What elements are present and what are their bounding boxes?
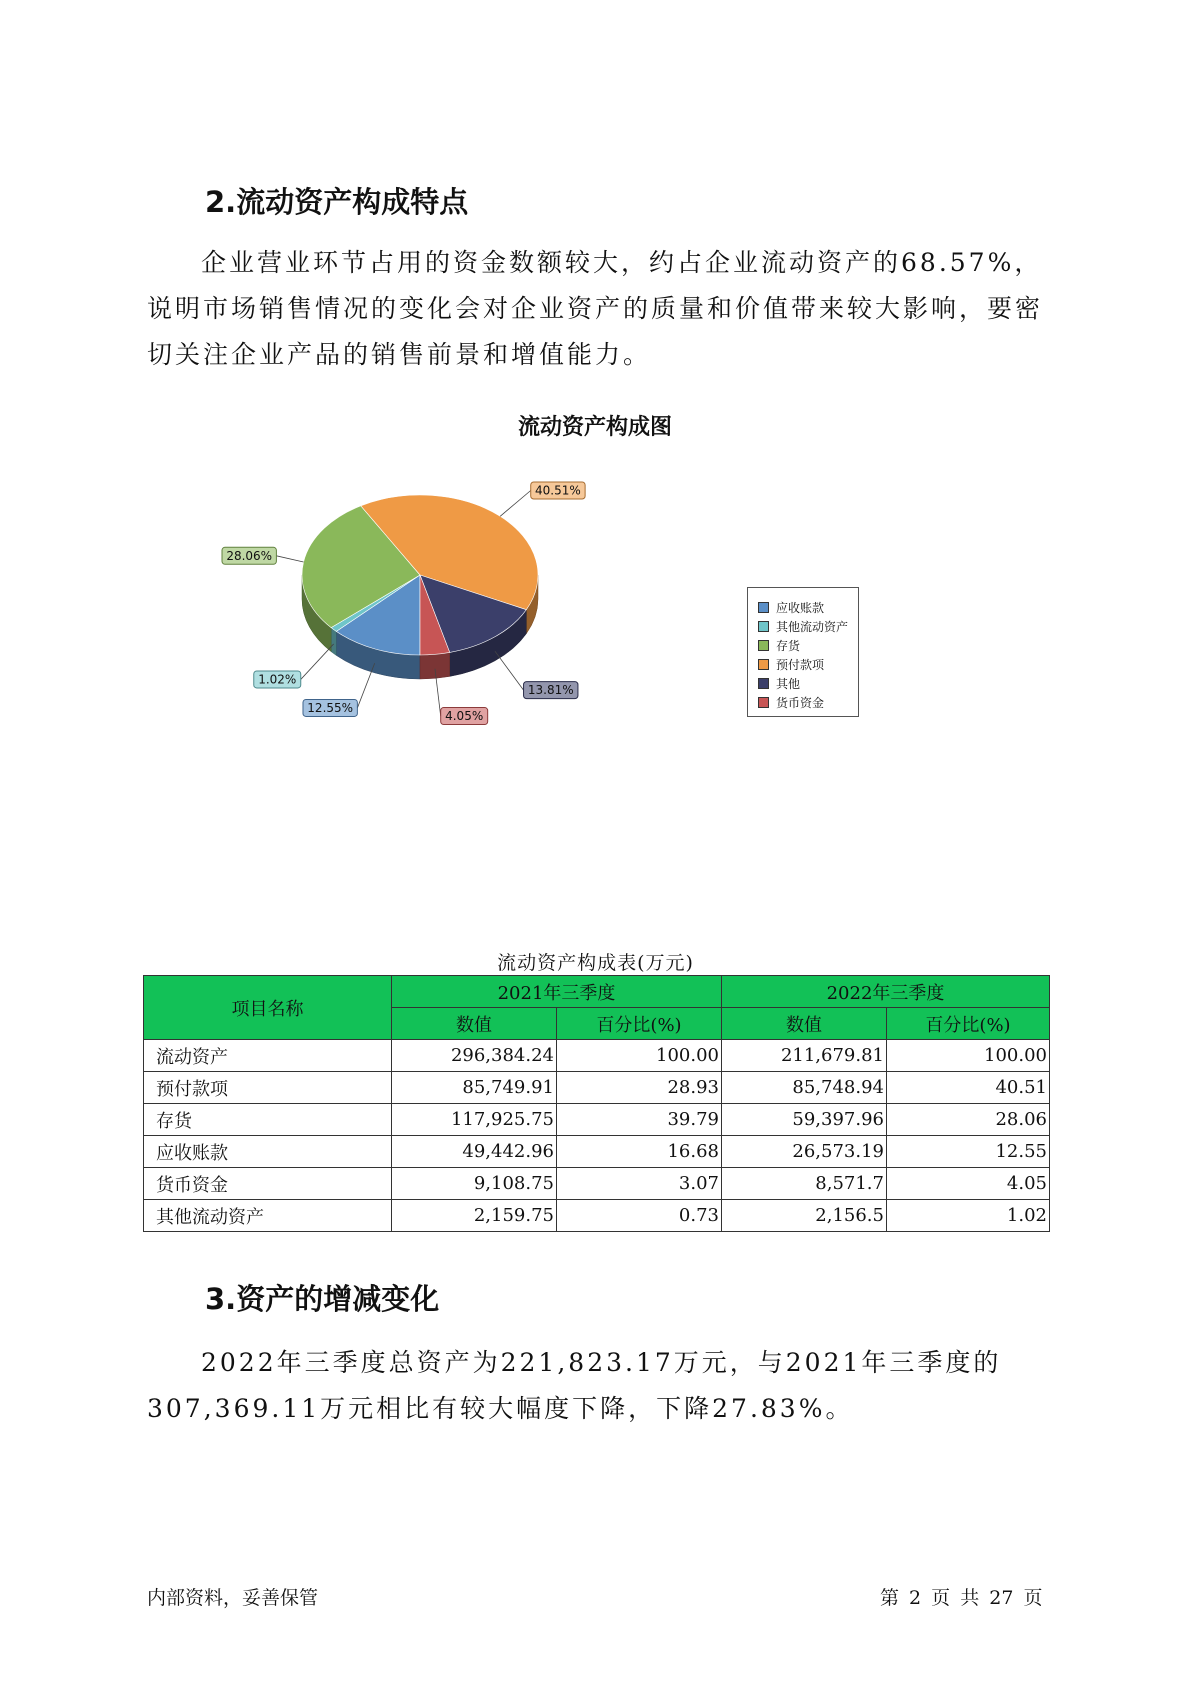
- row-label: 流动资产: [144, 1040, 392, 1072]
- pie-data-label: 12.55%: [307, 700, 354, 715]
- chart-title: 流动资产构成图: [517, 415, 672, 440]
- pie-leader-line: [301, 644, 334, 680]
- legend-swatch: [758, 621, 769, 632]
- legend-label: 货币资金: [776, 696, 825, 710]
- footer-confidential-note: 内部资料，妥善保管: [147, 1587, 319, 1609]
- section-paragraph: 企业营业环节占用的资金数额较大，约占企业流动资产的68.57%，说明市场销售情况的变化会对企业资产的质量和价值带来较大影响，要密切关注企业产品的销售前景和增值能力。: [147, 248, 1044, 369]
- row-label: 预付款项: [144, 1072, 392, 1104]
- subheader-value: 数值: [722, 1008, 887, 1040]
- subheader-value: 数值: [392, 1008, 557, 1040]
- pie-data-label: 4.05%: [445, 709, 484, 724]
- legend-item: [758, 693, 858, 712]
- subheader-percent: 百分比(%): [887, 1008, 1050, 1040]
- pie-leader-line: [500, 491, 531, 517]
- pie-side-wall: [420, 652, 450, 679]
- cell-percent: 40.51: [887, 1072, 1050, 1104]
- cell-value: 9,108.75: [392, 1168, 557, 1200]
- pie-data-label: 28.06%: [226, 548, 273, 563]
- asset-table: [143, 975, 1050, 1232]
- pie-leader-line: [495, 651, 524, 690]
- cell-value: 8,571.7: [722, 1168, 887, 1200]
- cell-value: 2,156.5: [722, 1200, 887, 1232]
- cell-value: 49,442.96: [392, 1136, 557, 1168]
- legend-item: [758, 617, 858, 636]
- cell-value: 59,397.96: [722, 1104, 887, 1136]
- legend-item: [758, 655, 858, 674]
- footer-page-number: 第 2 页 共 27 页: [880, 1587, 1043, 1609]
- legend-swatch: [758, 602, 769, 613]
- cell-percent: 0.73: [557, 1200, 722, 1232]
- cell-percent: 39.79: [557, 1104, 722, 1136]
- table-row: [144, 1136, 1050, 1168]
- pie-side-wall: [331, 628, 336, 656]
- legend-label: 存货: [776, 639, 801, 653]
- legend-label: 其他: [776, 677, 801, 691]
- pie-chart: [220, 480, 660, 730]
- cell-value: 211,679.81: [722, 1040, 887, 1072]
- legend-swatch: [758, 659, 769, 670]
- legend-swatch: [758, 678, 769, 689]
- pie-data-label: 40.51%: [535, 483, 581, 498]
- legend-label: 预付款项: [776, 658, 825, 672]
- header-item-name: 项目名称: [144, 976, 392, 1040]
- cell-value: 2,159.75: [392, 1200, 557, 1232]
- header-period-2022: 2022年三季度: [722, 976, 1050, 1008]
- section-paragraph: 2022年三季度总资产为221,823.17万元，与2021年三季度的307,369.11万元相比有较大幅度下降，下降27.83%。: [147, 1348, 1002, 1423]
- pie-data-label: 1.02%: [258, 672, 297, 687]
- header-period-2021: 2021年三季度: [392, 976, 722, 1008]
- row-label: 其他流动资产: [144, 1200, 392, 1232]
- section-title: 2.流动资产构成特点: [205, 185, 469, 219]
- chart-legend: [747, 587, 859, 717]
- row-label: 应收账款: [144, 1136, 392, 1168]
- legend-swatch: [758, 640, 769, 651]
- cell-value: 296,384.24: [392, 1040, 557, 1072]
- cell-percent: 4.05: [887, 1168, 1050, 1200]
- cell-value: 26,573.19: [722, 1136, 887, 1168]
- legend-item: [758, 674, 858, 693]
- table-row: [144, 1200, 1050, 1232]
- table-caption: 流动资产构成表(万元): [497, 952, 694, 974]
- legend-swatch: [758, 697, 769, 708]
- legend-label: 应收账款: [776, 601, 825, 615]
- cell-value: 85,749.91: [392, 1072, 557, 1104]
- table-row: [144, 1040, 1050, 1072]
- cell-percent: 16.68: [557, 1136, 722, 1168]
- cell-percent: 12.55: [887, 1136, 1050, 1168]
- cell-percent: 28.06: [887, 1104, 1050, 1136]
- row-label: 存货: [144, 1104, 392, 1136]
- row-label: 货币资金: [144, 1168, 392, 1200]
- pie-leader-line: [276, 556, 303, 562]
- cell-percent: 100.00: [887, 1040, 1050, 1072]
- cell-percent: 1.02: [887, 1200, 1050, 1232]
- table-row: [144, 1104, 1050, 1136]
- cell-value: 117,925.75: [392, 1104, 557, 1136]
- cell-percent: 100.00: [557, 1040, 722, 1072]
- legend-label: 其他流动资产: [776, 620, 849, 634]
- legend-item: [758, 636, 858, 655]
- table-row: [144, 1168, 1050, 1200]
- pie-data-label: 13.81%: [527, 683, 574, 698]
- cell-percent: 28.93: [557, 1072, 722, 1104]
- table-row: [144, 1072, 1050, 1104]
- cell-value: 85,748.94: [722, 1072, 887, 1104]
- cell-percent: 3.07: [557, 1168, 722, 1200]
- legend-item: [758, 598, 858, 617]
- section-title: 3.资产的增减变化: [205, 1282, 440, 1316]
- subheader-percent: 百分比(%): [557, 1008, 722, 1040]
